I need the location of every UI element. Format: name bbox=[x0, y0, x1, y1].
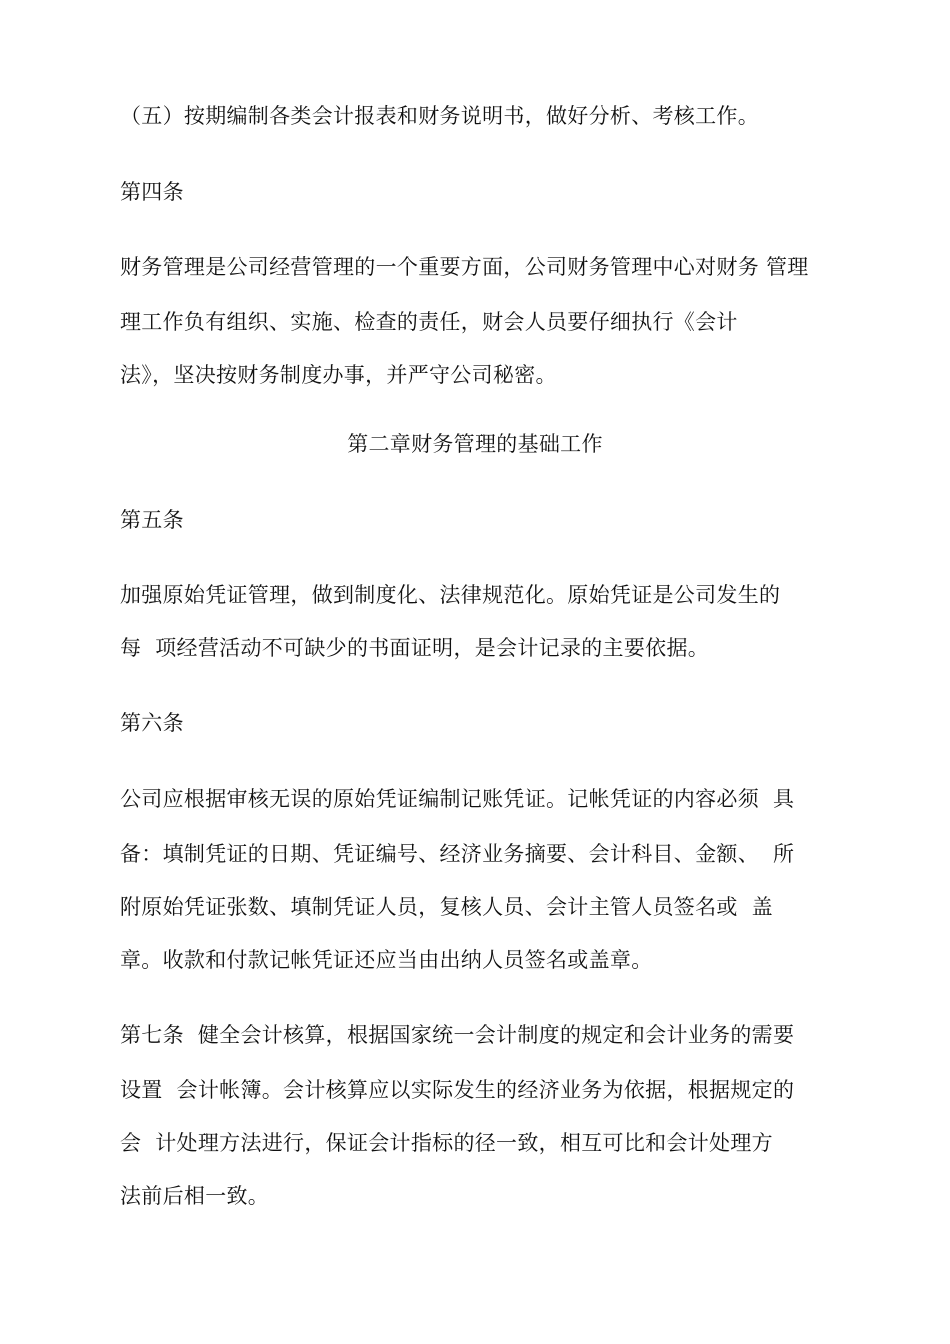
article-6-line-3: 附原始凭证张数、填制凭证人员，复核人员、会计主管人员签名或 盖 bbox=[120, 895, 773, 919]
article-5-line-1: 加强原始凭证管理，做到制度化、法律规范化。原始凭证是公司发生的 bbox=[120, 583, 781, 607]
article-4-line-3: 法》，坚决按财务制度办事，并严守公司秘密。 bbox=[120, 363, 557, 387]
article-7-line-2: 设置 会计帐簿。会计核算应以实际发生的经济业务为依据，根据规定的 bbox=[120, 1078, 795, 1102]
article-4-line-1: 财务管理是公司经营管理的一个重要方面，公司财务管理中心对财务 管理 bbox=[120, 255, 809, 279]
item-5-text: （五）按期编制各类会计报表和财务说明书，做好分析、考核工作。 bbox=[120, 104, 759, 128]
article-7-line-3: 会 计处理方法进行，保证会计指标的径一致，相互可比和会计处理方 bbox=[120, 1131, 773, 1155]
article-6-heading: 第六条 bbox=[120, 711, 184, 735]
article-7-line-4: 法前后相一致。 bbox=[120, 1184, 270, 1208]
article-7-line-1: 第七条 健全会计核算，根据国家统一会计制度的规定和会计业务的需要 bbox=[120, 1023, 795, 1047]
chapter-2-title: 第二章财务管理的基础工作 bbox=[347, 432, 603, 456]
article-5-heading: 第五条 bbox=[120, 508, 184, 532]
article-6-line-4: 章。收款和付款记帐凭证还应当由出纳人员签名或盖章。 bbox=[120, 948, 653, 972]
article-6-line-1: 公司应根据审核无误的原始凭证编制记账凭证。记帐凭证的内容必须 具 bbox=[120, 787, 795, 811]
article-6-line-2: 备：填制凭证的日期、凭证编号、经济业务摘要、会计科目、金额、 所 bbox=[120, 842, 795, 866]
article-4-line-2: 理工作负有组织、实施、检查的责任，财会人员要仔细执行《会计 bbox=[120, 310, 738, 334]
article-4-heading: 第四条 bbox=[120, 180, 184, 204]
article-5-line-2: 每 项经营活动不可缺少的书面证明，是会计记录的主要依据。 bbox=[120, 636, 710, 660]
